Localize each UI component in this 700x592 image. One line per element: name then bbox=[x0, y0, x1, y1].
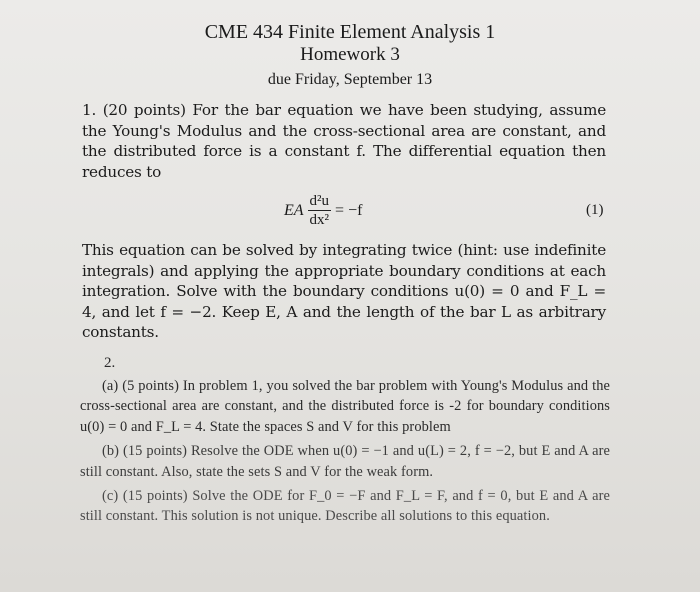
problem-2-part-b bbox=[80, 441, 610, 482]
problem-2-part-c-text: (c) (15 points) Solve the ODE for F_0 = −F and F_L = F, and f = 0, but E and A are still constant. This solution is not unique. Describe all solutions to this equation. bbox=[80, 488, 610, 525]
problem-2-part-c bbox=[80, 486, 610, 527]
problem-2-part-a bbox=[80, 376, 610, 437]
problem-1-body: This equation can be solved by integrating twice (hint: use indefinite integrals) and applying the appropriate boundary conditions at each integration. Solve with the boundary conditions u(0) = 0 and F_L = 4, and let f = −2. Keep E, A and the length of the bar L as arbitrary constants. bbox=[82, 241, 606, 341]
problem-2-number: 2. bbox=[104, 355, 116, 371]
equation-rhs: = −f bbox=[335, 201, 363, 219]
document-header bbox=[0, 20, 700, 91]
document-title: CME 434 Finite Element Analysis 1 bbox=[204, 21, 496, 43]
equation-label: (1) bbox=[586, 202, 604, 218]
equation-fraction bbox=[308, 192, 332, 229]
equation-1 bbox=[284, 192, 362, 229]
document-subtitle: Homework 3 bbox=[300, 44, 400, 65]
problem-1-intro bbox=[82, 100, 606, 182]
problem-2 bbox=[80, 355, 610, 527]
problem-2-part-b-text: (b) (15 points) Resolve the ODE when u(0) = −1 and u(L) = 2, f = −2, but E and A are still constant. Also, state the sets S and V for the weak form. bbox=[80, 443, 610, 480]
equation-denominator: dx² bbox=[309, 212, 330, 228]
problem-2-part-a-text: (a) (5 points) In problem 1, you solved the bar problem with Young's Modulus and the cross-sectional area are constant, and the distributed force is -2 for boundary conditions u(0) = 0 and F_L = 4. State the spaces S and V for this problem bbox=[80, 378, 610, 435]
due-date: due Friday, September 13 bbox=[267, 71, 433, 88]
equation-prefix: EA bbox=[284, 201, 304, 219]
problem-1-number: 1. bbox=[82, 101, 97, 119]
problem-1-intro-text: (20 points) For the bar equation we have been studying, assume the Young's Modulus and the cross-sectional area are constant, and the distributed force is a constant f. The differential equation then reduces to bbox=[82, 101, 606, 181]
equation-numerator: d²u bbox=[309, 193, 330, 209]
